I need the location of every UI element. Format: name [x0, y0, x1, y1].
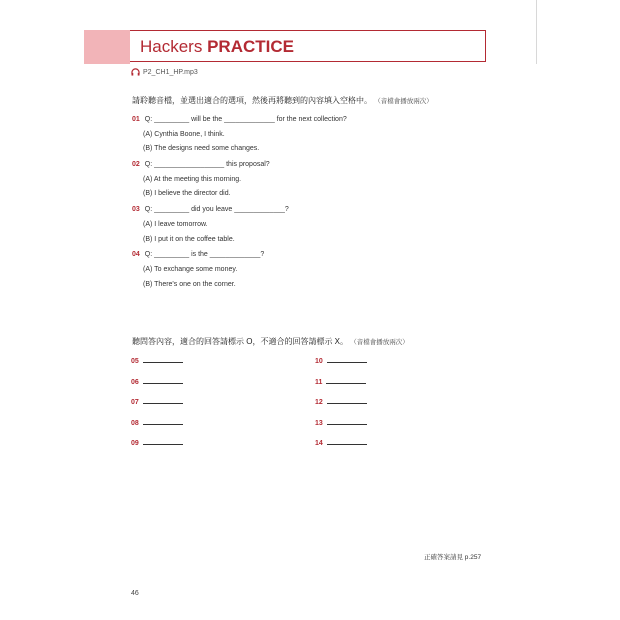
answer-blank[interactable] — [143, 377, 183, 384]
answer-blank[interactable] — [143, 356, 183, 363]
question-number: 01 — [132, 116, 140, 123]
headphone-icon — [131, 68, 140, 76]
item-number: 06 — [131, 379, 139, 386]
section2-instruction-text: 聽問答內容，適合的回答請標示 O，不適合的回答請標示 X。 — [132, 337, 349, 346]
option-02b: (B) I believe the director did. — [143, 190, 231, 197]
answer-item[interactable] — [131, 397, 183, 406]
answer-item[interactable] — [131, 356, 183, 365]
question-number: 04 — [132, 251, 140, 258]
answer-blank[interactable] — [143, 418, 183, 425]
section2-note: （音檔會播放兩次） — [350, 339, 409, 346]
item-number: 07 — [131, 399, 139, 406]
answer-blank[interactable] — [327, 418, 367, 425]
header-color-block — [84, 30, 130, 64]
question-number: 02 — [132, 161, 140, 168]
page-number: 46 — [131, 590, 139, 597]
question-01 — [132, 116, 347, 123]
option-01b: (B) The designs need some changes. — [143, 145, 260, 152]
answer-item[interactable] — [315, 438, 367, 447]
question-prompt: Q: _________ will be the _____________ for the next collection? — [144, 116, 347, 123]
answer-item[interactable] — [315, 356, 367, 365]
section1-note: （音檔會播放兩次） — [374, 98, 433, 105]
question-number: 03 — [132, 206, 140, 213]
item-number: 05 — [131, 358, 139, 365]
item-number: 08 — [131, 420, 139, 427]
question-02 — [132, 161, 270, 168]
section2-instruction — [132, 336, 409, 347]
page-edge-rule — [536, 0, 537, 64]
option-02a: (A) At the meeting this morning. — [143, 176, 242, 183]
option-01a: (A) Cynthia Boone, I think. — [143, 131, 225, 138]
title-bold: PRACTICE — [207, 37, 294, 56]
audio-file-name: P2_CH1_HP.mp3 — [143, 68, 198, 76]
title-prefix: Hackers — [140, 37, 203, 56]
answer-blank[interactable] — [326, 377, 366, 384]
answer-item[interactable] — [131, 377, 183, 386]
section1-instruction-text: 請聆聽音檔，並選出適合的選項，然後再將聽到的內容填入空格中。 — [132, 96, 372, 105]
option-04a: (A) To exchange some money. — [143, 266, 238, 273]
answer-item[interactable] — [315, 397, 367, 406]
question-prompt: Q: __________________ this proposal? — [144, 161, 270, 168]
question-prompt: Q: _________ is the _____________? — [144, 251, 265, 258]
answer-blank[interactable] — [327, 356, 367, 363]
section1-instruction — [132, 95, 433, 106]
option-03a: (A) I leave tomorrow. — [143, 221, 208, 228]
option-04b: (B) There's one on the corner. — [143, 281, 236, 288]
answer-blank[interactable] — [143, 438, 183, 445]
question-03 — [132, 206, 289, 213]
answer-reference: 正確答案請見 p.257 — [424, 554, 482, 561]
question-prompt: Q: _________ did you leave _____________? — [144, 206, 289, 213]
item-number: 14 — [315, 440, 323, 447]
answer-blank[interactable] — [327, 438, 367, 445]
item-number: 11 — [315, 379, 323, 386]
item-number: 12 — [315, 399, 323, 406]
item-number: 10 — [315, 358, 323, 365]
question-04 — [132, 251, 264, 258]
answer-item[interactable] — [315, 418, 367, 427]
answer-blank[interactable] — [327, 397, 367, 404]
item-number: 09 — [131, 440, 139, 447]
item-number: 13 — [315, 420, 323, 427]
page-title — [140, 37, 294, 57]
answer-item[interactable] — [131, 418, 183, 427]
audio-track[interactable] — [131, 68, 198, 76]
answer-blank[interactable] — [143, 397, 183, 404]
answer-item[interactable] — [131, 438, 183, 447]
option-03b: (B) I put it on the coffee table. — [143, 236, 235, 243]
answer-item[interactable] — [315, 377, 366, 386]
